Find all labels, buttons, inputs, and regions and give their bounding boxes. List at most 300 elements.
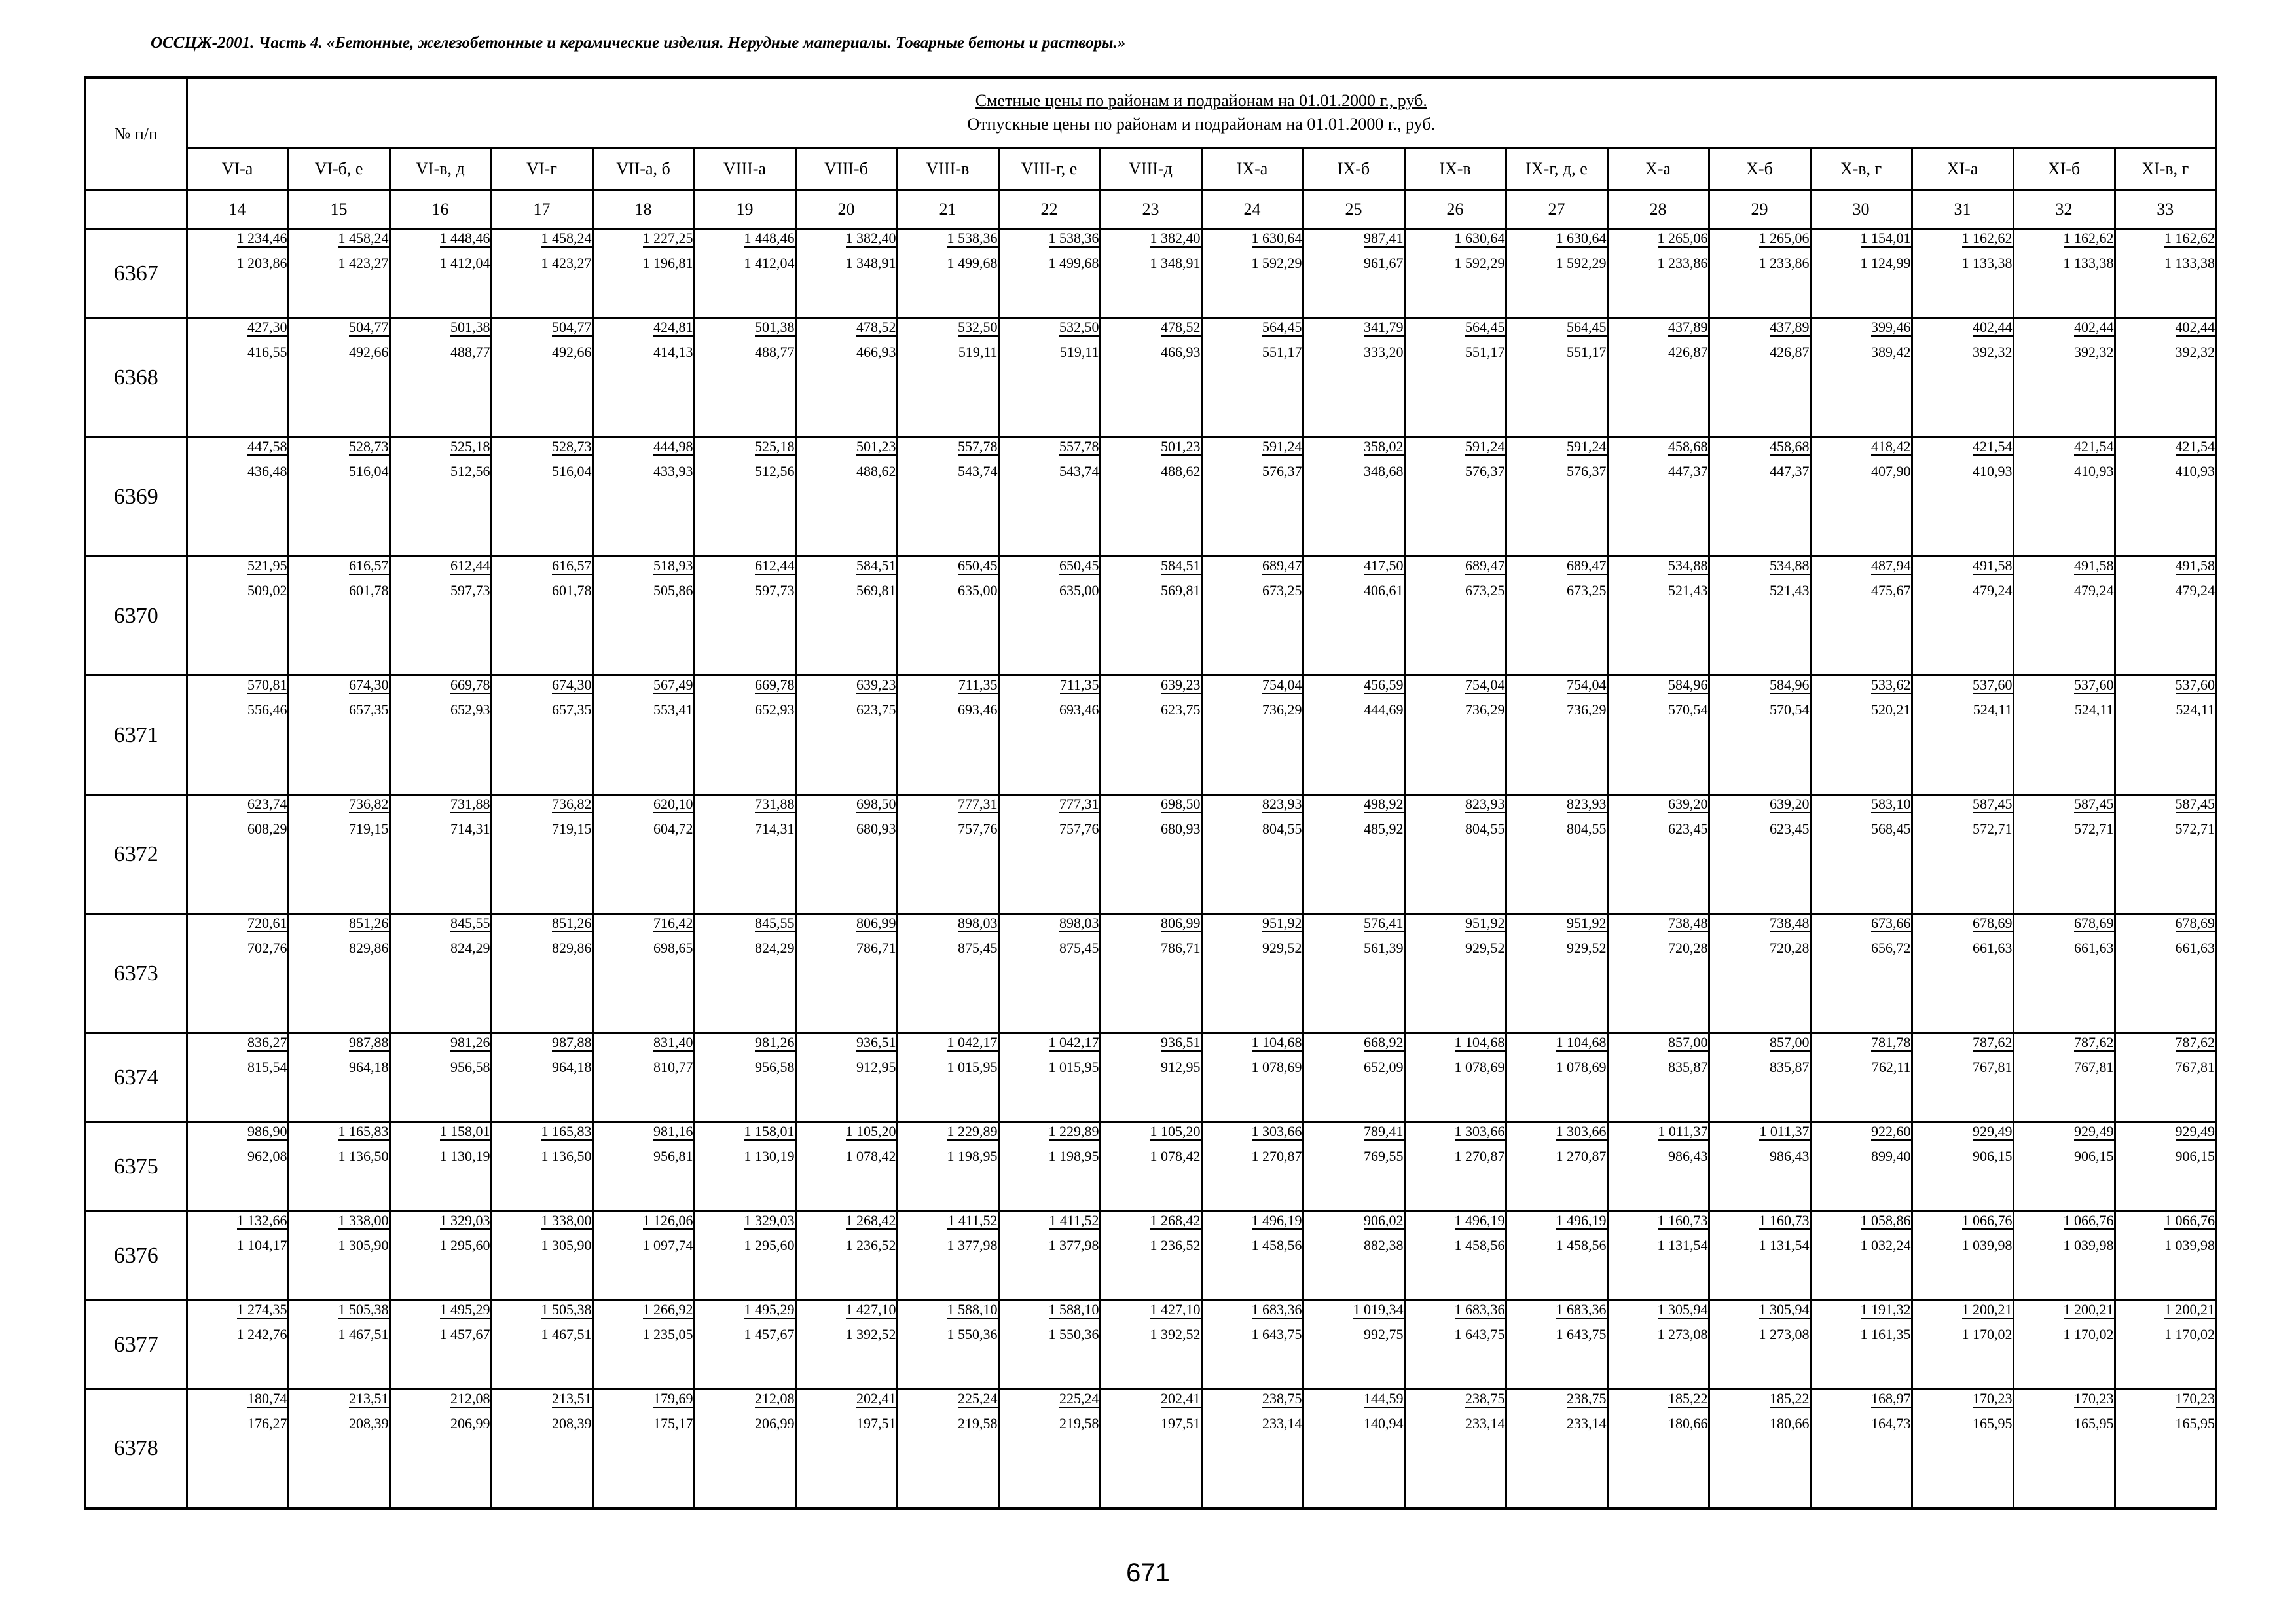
- price-cell: [1607, 795, 1709, 914]
- release-price: 466,93: [1161, 344, 1201, 360]
- release-price: 693,46: [1059, 701, 1099, 718]
- estimate-price: 421,54: [1973, 438, 2013, 454]
- release-price: 986,43: [1668, 1148, 1708, 1164]
- row-number: 6375: [85, 1122, 187, 1211]
- release-price: 1 242,76: [236, 1326, 287, 1342]
- estimate-price: 564,45: [1262, 319, 1302, 335]
- release-price: 165,95: [2175, 1415, 2215, 1431]
- estimate-price: 929,49: [2074, 1123, 2114, 1139]
- estimate-price: 437,89: [1668, 319, 1708, 335]
- release-price: 1 270,87: [1556, 1148, 1607, 1164]
- estimate-price: 639,20: [1668, 796, 1708, 812]
- estimate-price: 711,35: [958, 676, 998, 693]
- release-price: 180,66: [1668, 1415, 1708, 1431]
- release-price: 635,00: [1059, 582, 1099, 599]
- price-cell: [592, 318, 694, 437]
- column-number: 20: [795, 191, 897, 229]
- estimate-price: 1 303,66: [1251, 1123, 1302, 1139]
- price-cell: [390, 795, 491, 914]
- estimate-price: 180,74: [247, 1390, 287, 1407]
- estimate-price: 1 427,10: [845, 1301, 896, 1318]
- price-cell: [1607, 318, 1709, 437]
- estimate-price: 501,38: [755, 319, 795, 335]
- price-cell: [187, 437, 288, 557]
- estimate-price: 518,93: [653, 557, 693, 574]
- price-cell: [187, 1390, 288, 1509]
- estimate-price: 1 268,42: [845, 1212, 896, 1228]
- release-price: 1 133,38: [1961, 255, 2013, 271]
- release-price: 551,17: [1567, 344, 1607, 360]
- price-cell: [1912, 914, 2013, 1033]
- estimate-price: 836,27: [247, 1034, 287, 1050]
- release-price: 1 130,19: [744, 1148, 795, 1164]
- price-cell: [1810, 1301, 1912, 1390]
- table-row: [85, 914, 2216, 1033]
- release-price: 1 078,69: [1454, 1059, 1505, 1075]
- price-cell: [2115, 1033, 2216, 1122]
- price-cell: [694, 318, 795, 437]
- row-number: 6368: [85, 318, 187, 437]
- price-cell: [1201, 914, 1303, 1033]
- estimate-price: 437,89: [1770, 319, 1810, 335]
- estimate-price: 591,24: [1262, 438, 1302, 454]
- price-cell: [1303, 676, 1404, 795]
- estimate-price: 678,69: [1973, 915, 2013, 931]
- column-number: 28: [1607, 191, 1709, 229]
- price-cell: [390, 437, 491, 557]
- price-cell: [1709, 1211, 1810, 1301]
- release-price: 410,93: [1973, 463, 2013, 479]
- price-cell: [187, 676, 288, 795]
- price-cell: [1303, 437, 1404, 557]
- release-price: 1 423,27: [541, 255, 592, 271]
- release-price: 1 196,81: [642, 255, 693, 271]
- estimate-price: 584,96: [1668, 676, 1708, 693]
- price-cell: [2013, 229, 2115, 318]
- price-cell: [288, 557, 390, 676]
- region-header: VIII-а: [694, 148, 795, 191]
- region-header: X-б: [1709, 148, 1810, 191]
- price-cell: [2115, 1122, 2216, 1211]
- price-cell: [288, 1211, 390, 1301]
- price-cell: [998, 795, 1100, 914]
- page-number: 671: [1126, 1559, 1170, 1587]
- table-row: [85, 557, 2216, 676]
- release-price: 348,68: [1364, 463, 1404, 479]
- region-header: VIII-д: [1100, 148, 1201, 191]
- estimate-price: 170,23: [1973, 1390, 2013, 1407]
- release-price: 1 295,60: [439, 1237, 490, 1253]
- price-cell: [1100, 1211, 1201, 1301]
- region-header: IX-в: [1404, 148, 1506, 191]
- release-price: 1 133,38: [2063, 255, 2114, 271]
- release-price: 414,13: [653, 344, 693, 360]
- release-price: 410,93: [2074, 463, 2114, 479]
- price-cell: [2013, 437, 2115, 557]
- price-cell: [2115, 1211, 2216, 1301]
- price-cell: [1709, 795, 1810, 914]
- column-number: 18: [592, 191, 694, 229]
- estimate-price: 168,97: [1871, 1390, 1911, 1407]
- release-price: 180,66: [1770, 1415, 1810, 1431]
- column-number: 30: [1810, 191, 1912, 229]
- release-price: 652,09: [1364, 1059, 1404, 1075]
- price-cell: [2013, 1211, 2115, 1301]
- release-price: 608,29: [247, 821, 287, 837]
- estimate-price: 678,69: [2175, 915, 2215, 931]
- price-cell: [2115, 318, 2216, 437]
- estimate-price: 225,24: [958, 1390, 998, 1407]
- release-price: 906,15: [2175, 1148, 2215, 1164]
- price-cell: [1100, 795, 1201, 914]
- table-row: [85, 1211, 2216, 1301]
- estimate-price: 689,47: [1465, 557, 1505, 574]
- price-cell: [998, 914, 1100, 1033]
- estimate-price-title: Сметные цены по районам и подрайонам на 01.01.2000 г., руб.: [975, 91, 1427, 110]
- release-price: 906,15: [1973, 1148, 2013, 1164]
- estimate-price: 789,41: [1364, 1123, 1404, 1139]
- release-price: 551,17: [1262, 344, 1302, 360]
- price-cell: [897, 676, 998, 795]
- estimate-price: 1 162,62: [1961, 230, 2013, 246]
- price-cell: [187, 1033, 288, 1122]
- table-row: [85, 1122, 2216, 1211]
- table-row: [85, 1033, 2216, 1122]
- release-price: 1 015,95: [1048, 1059, 1099, 1075]
- estimate-price: 1 104,68: [1251, 1034, 1302, 1050]
- release-price: 657,35: [349, 701, 389, 718]
- estimate-price: 674,30: [349, 676, 389, 693]
- release-price: 206,99: [450, 1415, 490, 1431]
- price-table: [84, 76, 2217, 1510]
- estimate-price: 421,54: [2074, 438, 2114, 454]
- estimate-price: 1 200,21: [2063, 1301, 2114, 1318]
- release-price: 829,86: [349, 940, 389, 956]
- release-price: 1 592,29: [1251, 255, 1302, 271]
- column-number: 15: [288, 191, 390, 229]
- price-cell: [592, 1301, 694, 1390]
- row-number: 6374: [85, 1033, 187, 1122]
- estimate-price: 402,44: [2074, 319, 2114, 335]
- estimate-price: 951,92: [1262, 915, 1302, 931]
- estimate-price: 1 265,06: [1657, 230, 1708, 246]
- price-cell: [1607, 229, 1709, 318]
- estimate-price: 417,50: [1364, 557, 1404, 574]
- price-cell: [390, 1390, 491, 1509]
- price-cell: [1201, 795, 1303, 914]
- region-header-row: [85, 148, 2216, 191]
- estimate-price: 202,41: [856, 1390, 896, 1407]
- release-price: 509,02: [247, 582, 287, 599]
- estimate-price: 673,66: [1871, 915, 1911, 931]
- estimate-price: 986,90: [247, 1123, 287, 1139]
- price-cell: [288, 914, 390, 1033]
- row-number: 6378: [85, 1390, 187, 1509]
- estimate-price: 525,18: [450, 438, 490, 454]
- release-price: 623,75: [856, 701, 896, 718]
- price-cell: [187, 795, 288, 914]
- price-cell: [694, 1122, 795, 1211]
- price-cell: [1810, 557, 1912, 676]
- estimate-price: 736,82: [552, 796, 592, 812]
- estimate-price: 1 683,36: [1454, 1301, 1505, 1318]
- release-price: 786,71: [1161, 940, 1201, 956]
- estimate-price: 738,48: [1770, 915, 1810, 931]
- price-cell: [1404, 1211, 1506, 1301]
- release-price: 1 015,95: [947, 1059, 998, 1075]
- estimate-price: 1 303,66: [1556, 1123, 1607, 1139]
- estimate-price: 564,45: [1465, 319, 1505, 335]
- price-cell: [592, 229, 694, 318]
- estimate-price: 1 538,36: [947, 230, 998, 246]
- release-price: 1 039,98: [1961, 1237, 2013, 1253]
- release-price: 1 592,29: [1454, 255, 1505, 271]
- estimate-price: 1 165,83: [338, 1123, 389, 1139]
- price-cell: [1100, 1122, 1201, 1211]
- price-cell: [795, 229, 897, 318]
- estimate-price: 936,51: [1161, 1034, 1201, 1050]
- column-number: 21: [897, 191, 998, 229]
- estimate-price: 616,57: [349, 557, 389, 574]
- estimate-price: 583,10: [1871, 796, 1911, 812]
- price-cell: [795, 1301, 897, 1390]
- estimate-price: 1 160,73: [1758, 1212, 1810, 1228]
- column-number-row: [85, 191, 2216, 229]
- column-number: 33: [2115, 191, 2216, 229]
- estimate-price: 1 329,03: [439, 1212, 490, 1228]
- release-price: 1 078,69: [1556, 1059, 1607, 1075]
- price-cell: [2013, 1033, 2115, 1122]
- estimate-price: 754,04: [1465, 676, 1505, 693]
- release-price: 661,63: [2175, 940, 2215, 956]
- estimate-price: 736,82: [349, 796, 389, 812]
- price-cell: [1404, 318, 1506, 437]
- price-cell: [2115, 1301, 2216, 1390]
- release-price: 551,17: [1465, 344, 1505, 360]
- table-title: [187, 77, 2216, 148]
- price-cell: [390, 914, 491, 1033]
- estimate-price: 1 200,21: [1961, 1301, 2013, 1318]
- price-cell: [187, 557, 288, 676]
- estimate-price: 754,04: [1262, 676, 1302, 693]
- price-cell: [288, 1390, 390, 1509]
- estimate-price: 1 042,17: [947, 1034, 998, 1050]
- price-cell: [2115, 437, 2216, 557]
- price-cell: [1709, 676, 1810, 795]
- release-price: 824,29: [755, 940, 795, 956]
- price-cell: [592, 1033, 694, 1122]
- estimate-price: 458,68: [1668, 438, 1708, 454]
- estimate-price: 1 011,37: [1759, 1123, 1810, 1139]
- price-cell: [694, 914, 795, 1033]
- row-number: 6377: [85, 1301, 187, 1390]
- column-number: 29: [1709, 191, 1810, 229]
- price-cell: [1100, 1033, 1201, 1122]
- release-price: 488,77: [450, 344, 490, 360]
- release-price: 714,31: [755, 821, 795, 837]
- release-price: 601,78: [349, 582, 389, 599]
- price-cell: [288, 437, 390, 557]
- price-cell: [998, 318, 1100, 437]
- price-cell: [288, 1301, 390, 1390]
- price-cell: [795, 676, 897, 795]
- release-price: 543,74: [1059, 463, 1099, 479]
- price-cell: [795, 1122, 897, 1211]
- release-price: 1 270,87: [1251, 1148, 1302, 1164]
- release-price: 519,11: [958, 344, 998, 360]
- table-row: [85, 676, 2216, 795]
- price-cell: [1201, 1033, 1303, 1122]
- release-price: 1 467,51: [541, 1326, 592, 1342]
- price-cell: [491, 1122, 592, 1211]
- price-cell: [592, 914, 694, 1033]
- column-number: 27: [1506, 191, 1607, 229]
- release-price: 1 348,91: [1150, 255, 1201, 271]
- estimate-price: 898,03: [1059, 915, 1099, 931]
- release-price: 767,81: [1973, 1059, 2013, 1075]
- release-price: 479,24: [2175, 582, 2215, 599]
- estimate-price: 668,92: [1364, 1034, 1404, 1050]
- estimate-price: 402,44: [2175, 319, 2215, 335]
- release-price: 1 392,52: [1150, 1326, 1201, 1342]
- release-price: 597,73: [755, 582, 795, 599]
- estimate-price: 1 448,46: [439, 230, 490, 246]
- estimate-price: 179,69: [653, 1390, 693, 1407]
- estimate-price: 238,75: [1567, 1390, 1607, 1407]
- release-price: 698,65: [653, 940, 693, 956]
- release-price: 519,11: [1059, 344, 1099, 360]
- release-price: 1 295,60: [744, 1237, 795, 1253]
- estimate-price: 1 683,36: [1556, 1301, 1607, 1318]
- price-cell: [1709, 1301, 1810, 1390]
- price-cell: [491, 676, 592, 795]
- estimate-price: 1 162,62: [2164, 230, 2215, 246]
- price-cell: [998, 229, 1100, 318]
- estimate-price: 504,77: [349, 319, 389, 335]
- price-cell: [288, 795, 390, 914]
- estimate-price: 212,08: [755, 1390, 795, 1407]
- release-price: 219,58: [958, 1415, 998, 1431]
- estimate-price: 1 496,19: [1454, 1212, 1505, 1228]
- column-number: 25: [1303, 191, 1404, 229]
- estimate-price: 170,23: [2175, 1390, 2215, 1407]
- region-header: X-а: [1607, 148, 1709, 191]
- region-header: VI-а: [187, 148, 288, 191]
- release-price: 1 078,42: [1150, 1148, 1201, 1164]
- price-cell: [2013, 1301, 2115, 1390]
- release-price: 433,93: [653, 463, 693, 479]
- price-cell: [1506, 318, 1607, 437]
- release-price: 569,81: [1161, 582, 1201, 599]
- region-header: VII-а, б: [592, 148, 694, 191]
- estimate-price: 754,04: [1567, 676, 1607, 693]
- price-cell: [1912, 318, 2013, 437]
- release-price: 1 198,95: [947, 1148, 998, 1164]
- estimate-price: 1 042,17: [1048, 1034, 1099, 1050]
- estimate-price: 716,42: [653, 915, 693, 931]
- estimate-price: 501,23: [856, 438, 896, 454]
- estimate-price: 1 496,19: [1556, 1212, 1607, 1228]
- release-price: 597,73: [450, 582, 490, 599]
- table-row: [85, 795, 2216, 914]
- estimate-price: 1 338,00: [338, 1212, 389, 1228]
- estimate-price: 823,93: [1262, 796, 1302, 812]
- estimate-price: 1 338,00: [541, 1212, 592, 1228]
- row-number: 6372: [85, 795, 187, 914]
- estimate-price: 1 234,46: [236, 230, 287, 246]
- estimate-price: 1 458,24: [338, 230, 389, 246]
- price-cell: [390, 557, 491, 676]
- price-cell: [187, 229, 288, 318]
- price-cell: [1506, 914, 1607, 1033]
- region-header: VIII-г, е: [998, 148, 1100, 191]
- release-price: 693,46: [958, 701, 998, 718]
- estimate-price: 851,26: [349, 915, 389, 931]
- table-row: [85, 229, 2216, 318]
- column-number: 31: [1912, 191, 2013, 229]
- release-price: 1 270,87: [1454, 1148, 1505, 1164]
- release-price: 1 592,29: [1556, 255, 1607, 271]
- price-cell: [694, 676, 795, 795]
- estimate-price: 1 066,76: [2164, 1212, 2215, 1228]
- estimate-price: 537,60: [1973, 676, 2013, 693]
- price-cell: [2115, 557, 2216, 676]
- estimate-price: 444,98: [653, 438, 693, 454]
- release-price: 824,29: [450, 940, 490, 956]
- column-number: 26: [1404, 191, 1506, 229]
- release-price: 899,40: [1871, 1148, 1911, 1164]
- release-price: 1 458,56: [1556, 1237, 1607, 1253]
- estimate-price: 537,60: [2175, 676, 2215, 693]
- estimate-price: 1 162,62: [2063, 230, 2114, 246]
- release-price: 475,67: [1871, 582, 1911, 599]
- estimate-price: 987,88: [349, 1034, 389, 1050]
- price-cell: [1709, 437, 1810, 557]
- estimate-price: 213,51: [349, 1390, 389, 1407]
- estimate-price: 650,45: [1059, 557, 1099, 574]
- estimate-price: 936,51: [856, 1034, 896, 1050]
- price-cell: [998, 1390, 1100, 1509]
- region-header: X-в, г: [1810, 148, 1912, 191]
- estimate-price: 787,62: [1973, 1034, 2013, 1050]
- release-price: 1 236,52: [1150, 1237, 1201, 1253]
- release-price: 652,93: [450, 701, 490, 718]
- release-price: 1 392,52: [845, 1326, 896, 1342]
- estimate-price: 421,54: [2175, 438, 2215, 454]
- table-title-row: [85, 77, 2216, 148]
- price-cell: [897, 1211, 998, 1301]
- estimate-price: 557,78: [1059, 438, 1099, 454]
- estimate-price: 238,75: [1465, 1390, 1505, 1407]
- price-cell: [1709, 229, 1810, 318]
- estimate-price: 564,45: [1567, 319, 1607, 335]
- estimate-price: 1 538,36: [1048, 230, 1099, 246]
- release-price: 829,86: [552, 940, 592, 956]
- price-cell: [897, 1033, 998, 1122]
- price-cell: [694, 795, 795, 914]
- release-price: 233,14: [1567, 1415, 1607, 1431]
- estimate-price: 185,22: [1770, 1390, 1810, 1407]
- price-cell: [592, 1390, 694, 1509]
- release-price: 786,71: [856, 940, 896, 956]
- price-cell: [288, 1122, 390, 1211]
- release-price: 1 643,75: [1251, 1326, 1302, 1342]
- table-row: [85, 318, 2216, 437]
- release-price: 553,41: [653, 701, 693, 718]
- estimate-price: 1 458,24: [541, 230, 592, 246]
- price-cell: [1404, 1033, 1506, 1122]
- price-cell: [2115, 914, 2216, 1033]
